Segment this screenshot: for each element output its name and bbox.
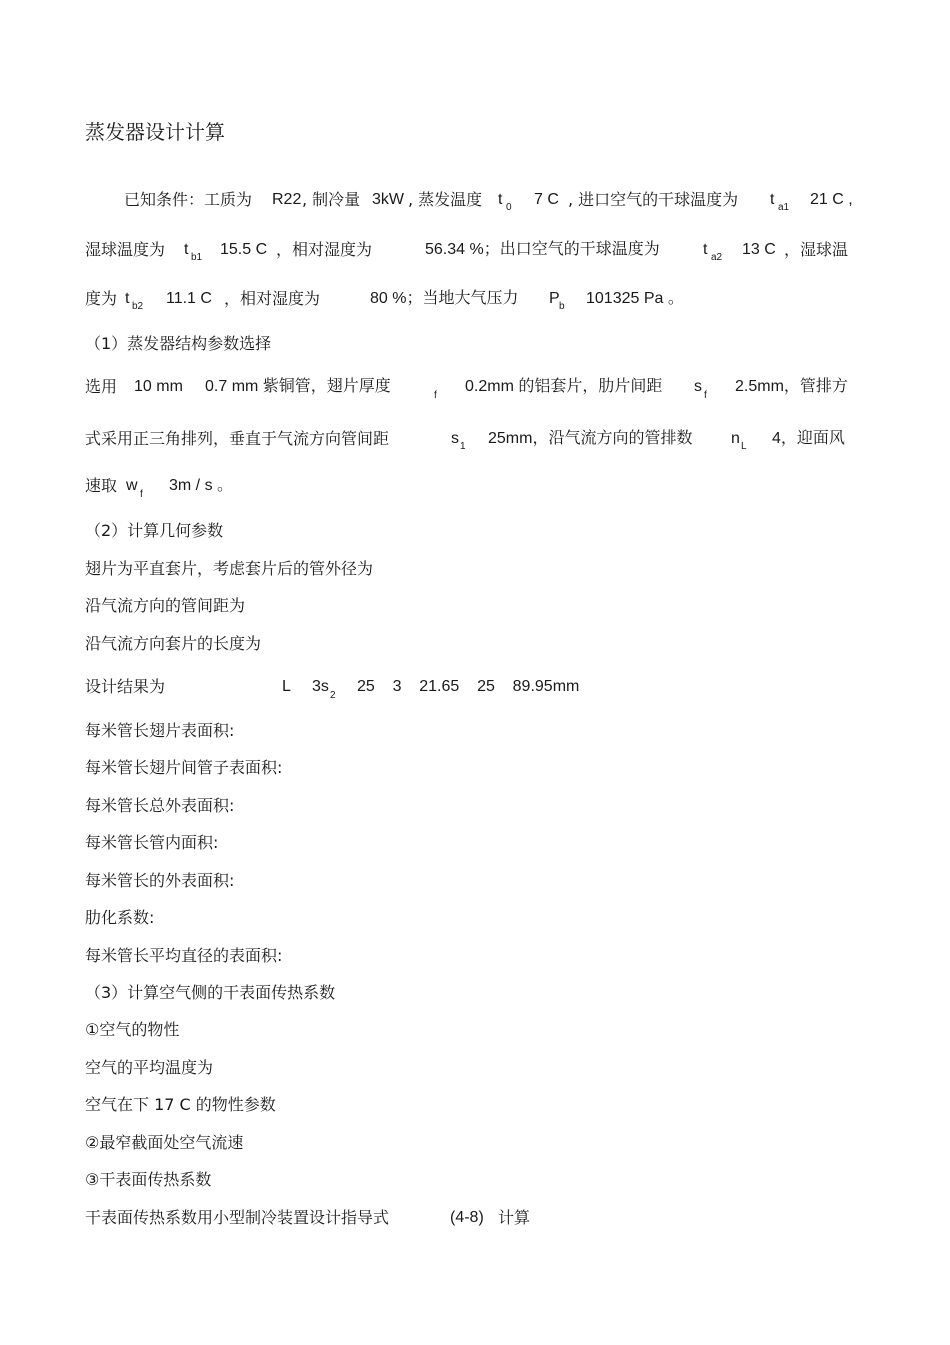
- known-text: , 制冷量: [302, 190, 361, 209]
- body-text: 沿气流方向的管间距为: [85, 596, 246, 615]
- body-text: 每米管长翅片间管子表面积:: [85, 758, 283, 777]
- subscript: a1: [778, 202, 790, 213]
- section-heading-1: （1）蒸发器结构参数选择: [85, 334, 272, 353]
- body-text: 每米管长平均直径的表面积:: [85, 946, 283, 965]
- value: 3m / s 。: [169, 477, 234, 494]
- subscript: f: [704, 390, 707, 401]
- subscript: b1: [191, 252, 203, 263]
- body-text: 空气的平均温度为: [85, 1058, 214, 1077]
- symbol: s: [451, 430, 459, 447]
- page-title: 蒸发器设计计算: [85, 120, 225, 144]
- known-text: 已知条件：工质为: [124, 190, 253, 209]
- body-text: 翅片为平直套片，考虑套片后的管外径为: [85, 559, 374, 578]
- body-text: ③干表面传热系数: [85, 1170, 212, 1189]
- body-text: ①空气的物性: [85, 1020, 180, 1039]
- value: 13 C: [742, 241, 776, 258]
- body-text: 0.7 mm 紫铜管，翅片厚度: [205, 378, 391, 395]
- known-text: 湿球温度为: [85, 240, 166, 259]
- subscript: L: [741, 441, 747, 452]
- subscript: f: [434, 390, 437, 401]
- known-text: 80 %；当地大气压力: [370, 290, 519, 307]
- value: 21 C ,: [810, 191, 853, 208]
- refrigerant: R22: [272, 191, 302, 208]
- formula: 25 3 21.65 25 89.95mm: [357, 678, 580, 695]
- value: 11.1 C: [166, 290, 212, 307]
- value: 7 C: [534, 191, 559, 208]
- known-text: ，湿球温: [784, 240, 849, 259]
- value: 10 mm: [134, 378, 183, 395]
- symbol: P: [549, 290, 560, 307]
- body-text: 设计结果为: [85, 677, 166, 696]
- body-text: 速取: [85, 476, 118, 495]
- symbol: t: [498, 191, 503, 208]
- cooling-capacity: 3kW: [372, 191, 404, 208]
- symbol: t: [770, 191, 775, 208]
- body-text: 每米管长管内面积:: [85, 833, 219, 852]
- subscript: b2: [132, 301, 144, 312]
- body-text: 干表面传热系数用小型制冷装置设计指导式: [85, 1208, 390, 1227]
- subscript: a2: [711, 252, 723, 263]
- known-text: ，相对湿度为: [224, 289, 321, 308]
- symbol: t: [703, 241, 708, 258]
- symbol: L: [282, 678, 291, 695]
- body-text: 肋化系数:: [85, 908, 155, 927]
- body-text: 2.5mm，管排方: [735, 378, 848, 395]
- body-text: 选用: [85, 377, 118, 396]
- subscript: f: [140, 489, 143, 500]
- body-text: 空气在下 17 C 的物性参数: [85, 1095, 276, 1114]
- subscript: 1: [460, 441, 466, 452]
- known-text: , 进口空气的干球温度为: [568, 190, 739, 209]
- body-text: 每米管长翅片表面积:: [85, 721, 235, 740]
- subscript: b: [559, 301, 565, 312]
- symbol: 3s: [312, 678, 329, 695]
- body-text: 4，迎面风: [772, 430, 845, 447]
- symbol: t: [125, 290, 130, 307]
- body-text: 每米管长的外表面积:: [85, 871, 235, 890]
- subscript: 0: [506, 202, 512, 213]
- section-heading-2: （2）计算几何参数: [85, 521, 224, 540]
- symbol: w: [126, 477, 138, 494]
- value: 101325 Pa 。: [586, 290, 684, 307]
- body-text: ②最窄截面处空气流速: [85, 1133, 244, 1152]
- known-text: , 蒸发温度: [408, 190, 483, 209]
- equation-ref: (4-8): [450, 1209, 484, 1226]
- known-text: 度为: [85, 289, 118, 308]
- symbol: s: [694, 378, 702, 395]
- body-text: 每米管长总外表面积:: [85, 796, 235, 815]
- known-text: ，相对湿度为: [276, 240, 373, 259]
- body-text: 计算: [498, 1208, 531, 1227]
- subscript: 2: [330, 690, 336, 701]
- value: 15.5 C: [220, 241, 268, 258]
- body-text: 0.2mm 的铝套片，肋片间距: [465, 378, 663, 395]
- body-text: 25mm，沿气流方向的管排数: [488, 430, 693, 447]
- section-heading-3: （3）计算空气侧的干表面传热系数: [85, 983, 336, 1002]
- body-text: 式采用正三角排列，垂直于气流方向管间距: [85, 429, 390, 448]
- symbol: n: [731, 430, 740, 447]
- symbol: t: [184, 241, 189, 258]
- body-text: 沿气流方向套片的长度为: [85, 634, 262, 653]
- known-text: 56.34 %；出口空气的干球温度为: [425, 241, 660, 258]
